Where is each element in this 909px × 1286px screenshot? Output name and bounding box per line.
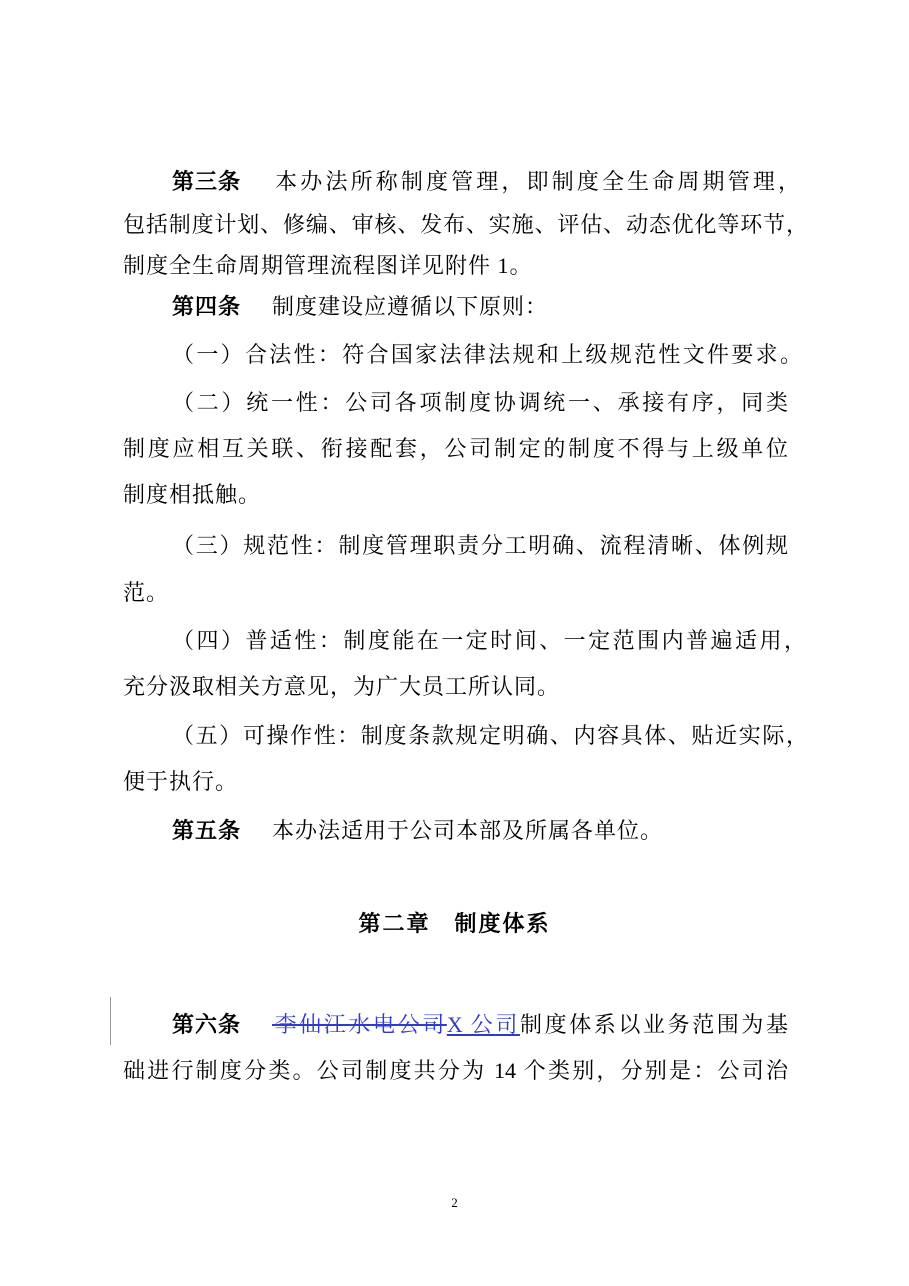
page-number: 2 (451, 1195, 458, 1210)
article-5-line-1 (172, 816, 663, 846)
principle-4-line-1: （四）普适性：制度能在一定时间、一定范围内普遍适用， (172, 628, 806, 653)
principle-4-line-2: 充分汲取相关方意见，为广大员工所认同。 (123, 674, 561, 699)
article-3-line-3: 制度全生命周期管理流程图详见附件 1。 (123, 253, 533, 278)
principle-3-line-1: （三）规范性：制度管理职责分工明确、流程清晰、体例规 (172, 533, 788, 558)
article-3-line-2: 包括制度计划、修编、审核、发布、实施、评估、动态优化等环节， (123, 212, 808, 237)
revision-inserted-text: X 公司 (446, 1012, 520, 1037)
principle-3-line-2: 范。 (123, 580, 170, 605)
principle-2-line-3: 制度相抵触。 (123, 482, 262, 507)
principle-1-line-1: （一）合法性：符合国家法律法规和上级规范性文件要求。 (172, 342, 802, 367)
article-4-intro: 制度建设应遵循以下原则： (272, 294, 549, 319)
article-3-label: 第三条 (172, 170, 242, 195)
article-4-line-1 (172, 292, 548, 322)
chapter-2-heading: 第二章 制度体系 (358, 912, 551, 937)
article-6-label: 第六条 (172, 1013, 242, 1038)
article-3-line-1 (172, 167, 800, 197)
article-5-label: 第五条 (172, 819, 242, 844)
revision-deleted-text: 李仙江水电公司 (272, 1012, 447, 1037)
article-6-text-1: 制度体系以业务范围为基 (520, 1012, 788, 1037)
article-4-label: 第四条 (172, 295, 242, 320)
article-6-line-2: 础进行制度分类。公司制度共分为 14 个类别，分别是：公司治 (123, 1058, 788, 1083)
principle-2-line-1: （二）统一性：公司各项制度协调统一、承接有序，同类 (172, 390, 788, 415)
principle-2-line-2: 制度应相互关联、衔接配套，公司制定的制度不得与上级单位 (123, 436, 788, 461)
article-6-line-1 (172, 1010, 788, 1040)
principle-5-line-2: 便于执行。 (123, 769, 239, 794)
article-3-text-1: 本办法所称制度管理，即制度全生命周期管理， (272, 169, 800, 194)
article-5-text: 本办法适用于公司本部及所属各单位。 (272, 818, 664, 843)
revision-change-bar (110, 997, 111, 1045)
principle-5-line-1: （五）可操作性：制度条款规定明确、内容具体、贴近实际， (172, 723, 808, 748)
